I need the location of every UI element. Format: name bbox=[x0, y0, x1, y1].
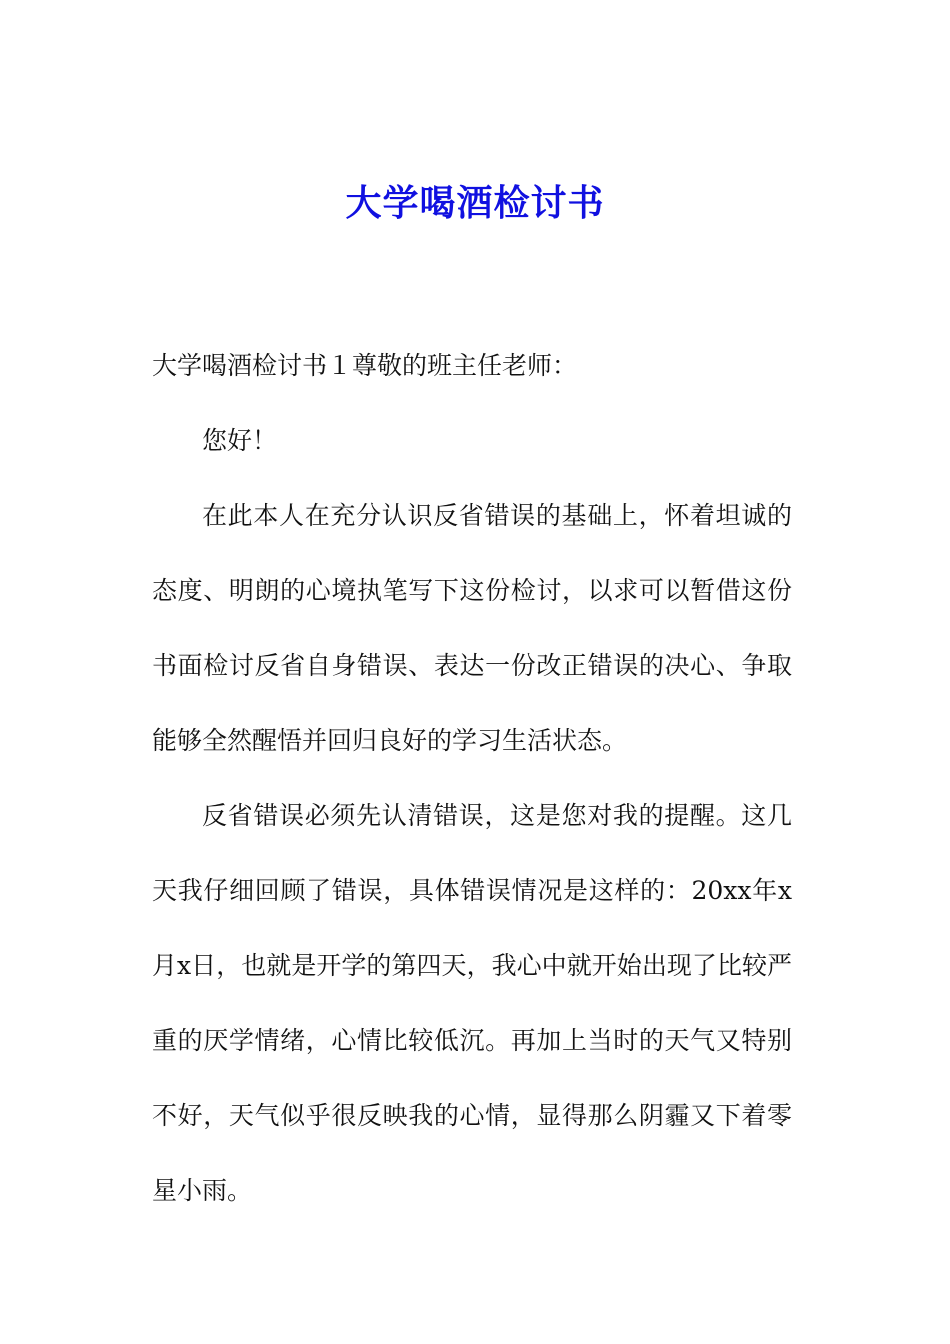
document-body bbox=[152, 328, 792, 1228]
body-paragraph: 在此本人在充分认识反省错误的基础上，怀着坦诚的态度、明朗的心境执笔写下这份检讨，以求可以暂借这份书面检讨反省自身错误、表达一份改正错误的决心、争取能够全然醒悟并回归良好的学习生活状态。 bbox=[152, 501, 792, 755]
body-paragraph: 反省错误必须先认清错误，这是您对我的提醒。这几天我仔细回顾了错误，具体错误情况是这样的：20xx年x月x日，也就是开学的第四天，我心中就开始出现了比较严重的厌学情绪，心情比较低沉。再加上当时的天气又特别不好，天气似乎很反映我的心情，显得那么阴霾又下着零星小雨。 bbox=[152, 801, 792, 1205]
document-title: 大学喝酒检讨书 bbox=[345, 182, 605, 224]
greeting-paragraph: 您好！ bbox=[202, 426, 278, 455]
salutation-paragraph: 大学喝酒检讨书１尊敬的班主任老师： bbox=[152, 351, 578, 380]
